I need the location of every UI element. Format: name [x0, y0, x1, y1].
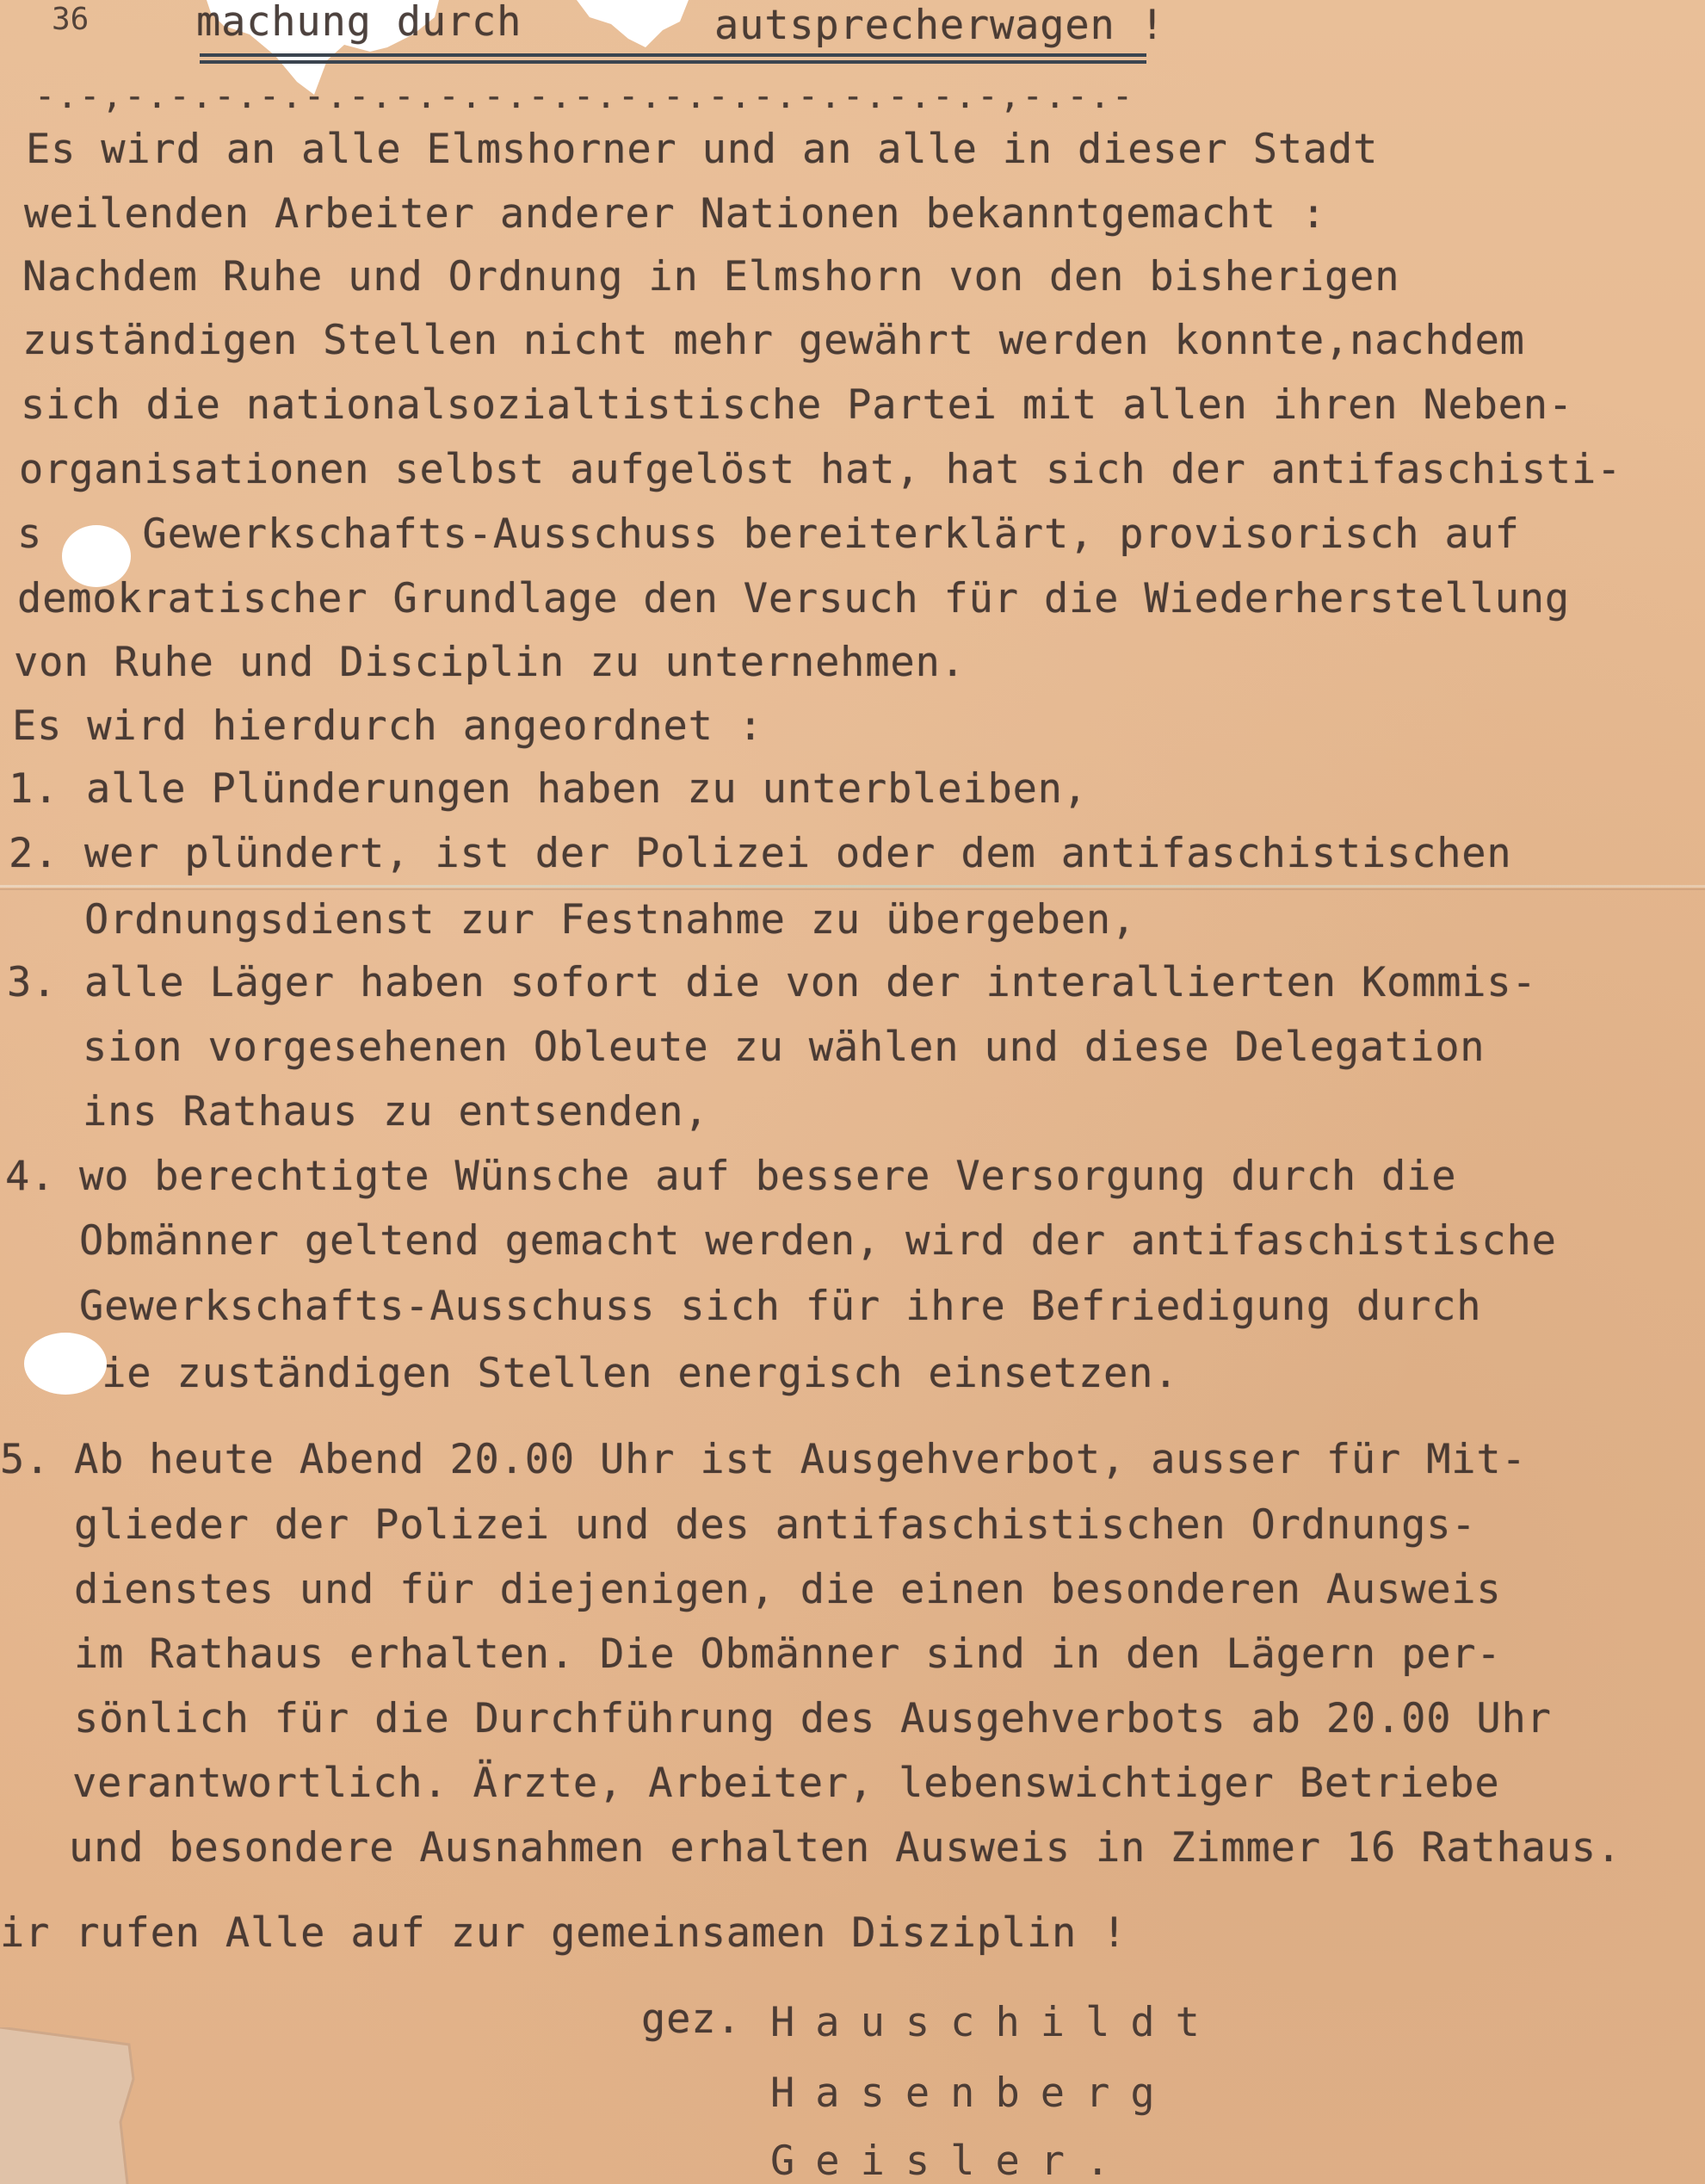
- signature-hauschildt: Hauschildt: [770, 1999, 1220, 2046]
- paragraph-line: zuständigen Stellen nicht mehr gewährt werden konnte,nachdem: [22, 317, 1525, 364]
- divider-line: -.-,-.-.-.-.-.-.-.-.-.-.-.-.-.-.-.-.-.-.-.-,-.-.-: [34, 77, 1135, 116]
- item-line: Obmänner geltend gemacht werden, wird der antifaschistische: [79, 1217, 1557, 1265]
- paragraph-line: weilenden Arbeiter anderer Nationen bekanntgemacht :: [24, 190, 1327, 238]
- item-number: 4.: [5, 1153, 56, 1200]
- item-line: im Rathaus erhalten. Die Obmänner sind in den Lägern per-: [74, 1630, 1502, 1678]
- header-number: 36: [52, 2, 90, 37]
- signature-prefix: gez.: [641, 1995, 742, 2043]
- item-line: dienstes und für diejenigen, die einen besonderen Ausweis: [74, 1566, 1502, 1613]
- item-number: 1.: [9, 765, 59, 813]
- item-line: wo berechtigte Wünsche auf bessere Versorgung durch die: [79, 1153, 1457, 1200]
- paragraph-line: Nachdem Ruhe und Ordnung in Elmshorn von den bisherigen: [22, 253, 1400, 300]
- paragraph-line: sich die nationalsozialtistische Partei mit allen ihren Neben-: [21, 381, 1573, 429]
- item-line: sönlich für die Durchführung des Ausgehverbots ab 20.00 Uhr: [74, 1695, 1552, 1742]
- item-line: wer plündert, ist der Polizei oder dem antifaschistischen: [84, 830, 1512, 877]
- item-line: sion vorgesehenen Obleute zu wählen und diese Delegation: [83, 1024, 1486, 1071]
- title-underline-second: [200, 60, 1146, 64]
- paragraph-line: organisationen selbst aufgelöst hat, hat sich der antifaschisti-: [19, 446, 1622, 493]
- paragraph-line: s Gewerkschafts-Ausschuss bereiterklärt, provisorisch auf: [17, 510, 1520, 558]
- closing-line: ir rufen Alle auf zur gemeinsamen Disziplin !: [0, 1909, 1127, 1957]
- item-line: glieder der Polizei und des antifaschistischen Ordnungs-: [74, 1501, 1477, 1549]
- item-number: 3.: [7, 959, 58, 1006]
- item-line: alle Läger haben sofort die von der interallierten Kommis-: [84, 959, 1537, 1006]
- item-line: Gewerkschafts-Ausschuss sich für ihre Befriedigung durch: [79, 1283, 1482, 1330]
- fold-line: [0, 885, 1705, 888]
- title-underline: [200, 53, 1146, 57]
- signature-geisler: Geisler.: [770, 2138, 1131, 2184]
- document-title-end: autsprecherwagen !: [714, 2, 1165, 49]
- item-number: 2.: [9, 830, 59, 877]
- paragraph-line: Es wird an alle Elmshorner und an alle in dieser Stadt: [26, 126, 1379, 173]
- item-line: ins Rathaus zu entsenden,: [83, 1088, 709, 1135]
- item-line: Ordnungsdienst zur Festnahme zu übergeben,: [84, 896, 1137, 944]
- document-title: machung durch: [196, 0, 522, 46]
- signature-hasenberg: Hasenberg: [770, 2070, 1176, 2117]
- item-line: Ab heute Abend 20.00 Uhr ist Ausgehverbot, ausser für Mit-: [74, 1436, 1527, 1483]
- item-number: 5.: [0, 1436, 51, 1483]
- item-line: ie zuständigen Stellen energisch einsetzen.: [52, 1350, 1179, 1397]
- fold-crease: [0, 888, 1705, 890]
- paragraph-line: Es wird hierdurch angeordnet :: [12, 702, 763, 750]
- torn-corner: [0, 2027, 138, 2184]
- item-line: verantwortlich. Ärzte, Arbeiter, lebenswichtiger Betriebe: [72, 1760, 1500, 1807]
- item-line: alle Plünderungen haben zu unterbleiben,: [86, 765, 1088, 813]
- paragraph-line: von Ruhe und Disciplin zu unternehmen.: [14, 639, 966, 686]
- item-line: und besondere Ausnahmen erhalten Ausweis in Zimmer 16 Rathaus.: [69, 1824, 1622, 1872]
- paragraph-line: demokratischer Grundlage den Versuch für die Wiederherstellung: [17, 575, 1570, 622]
